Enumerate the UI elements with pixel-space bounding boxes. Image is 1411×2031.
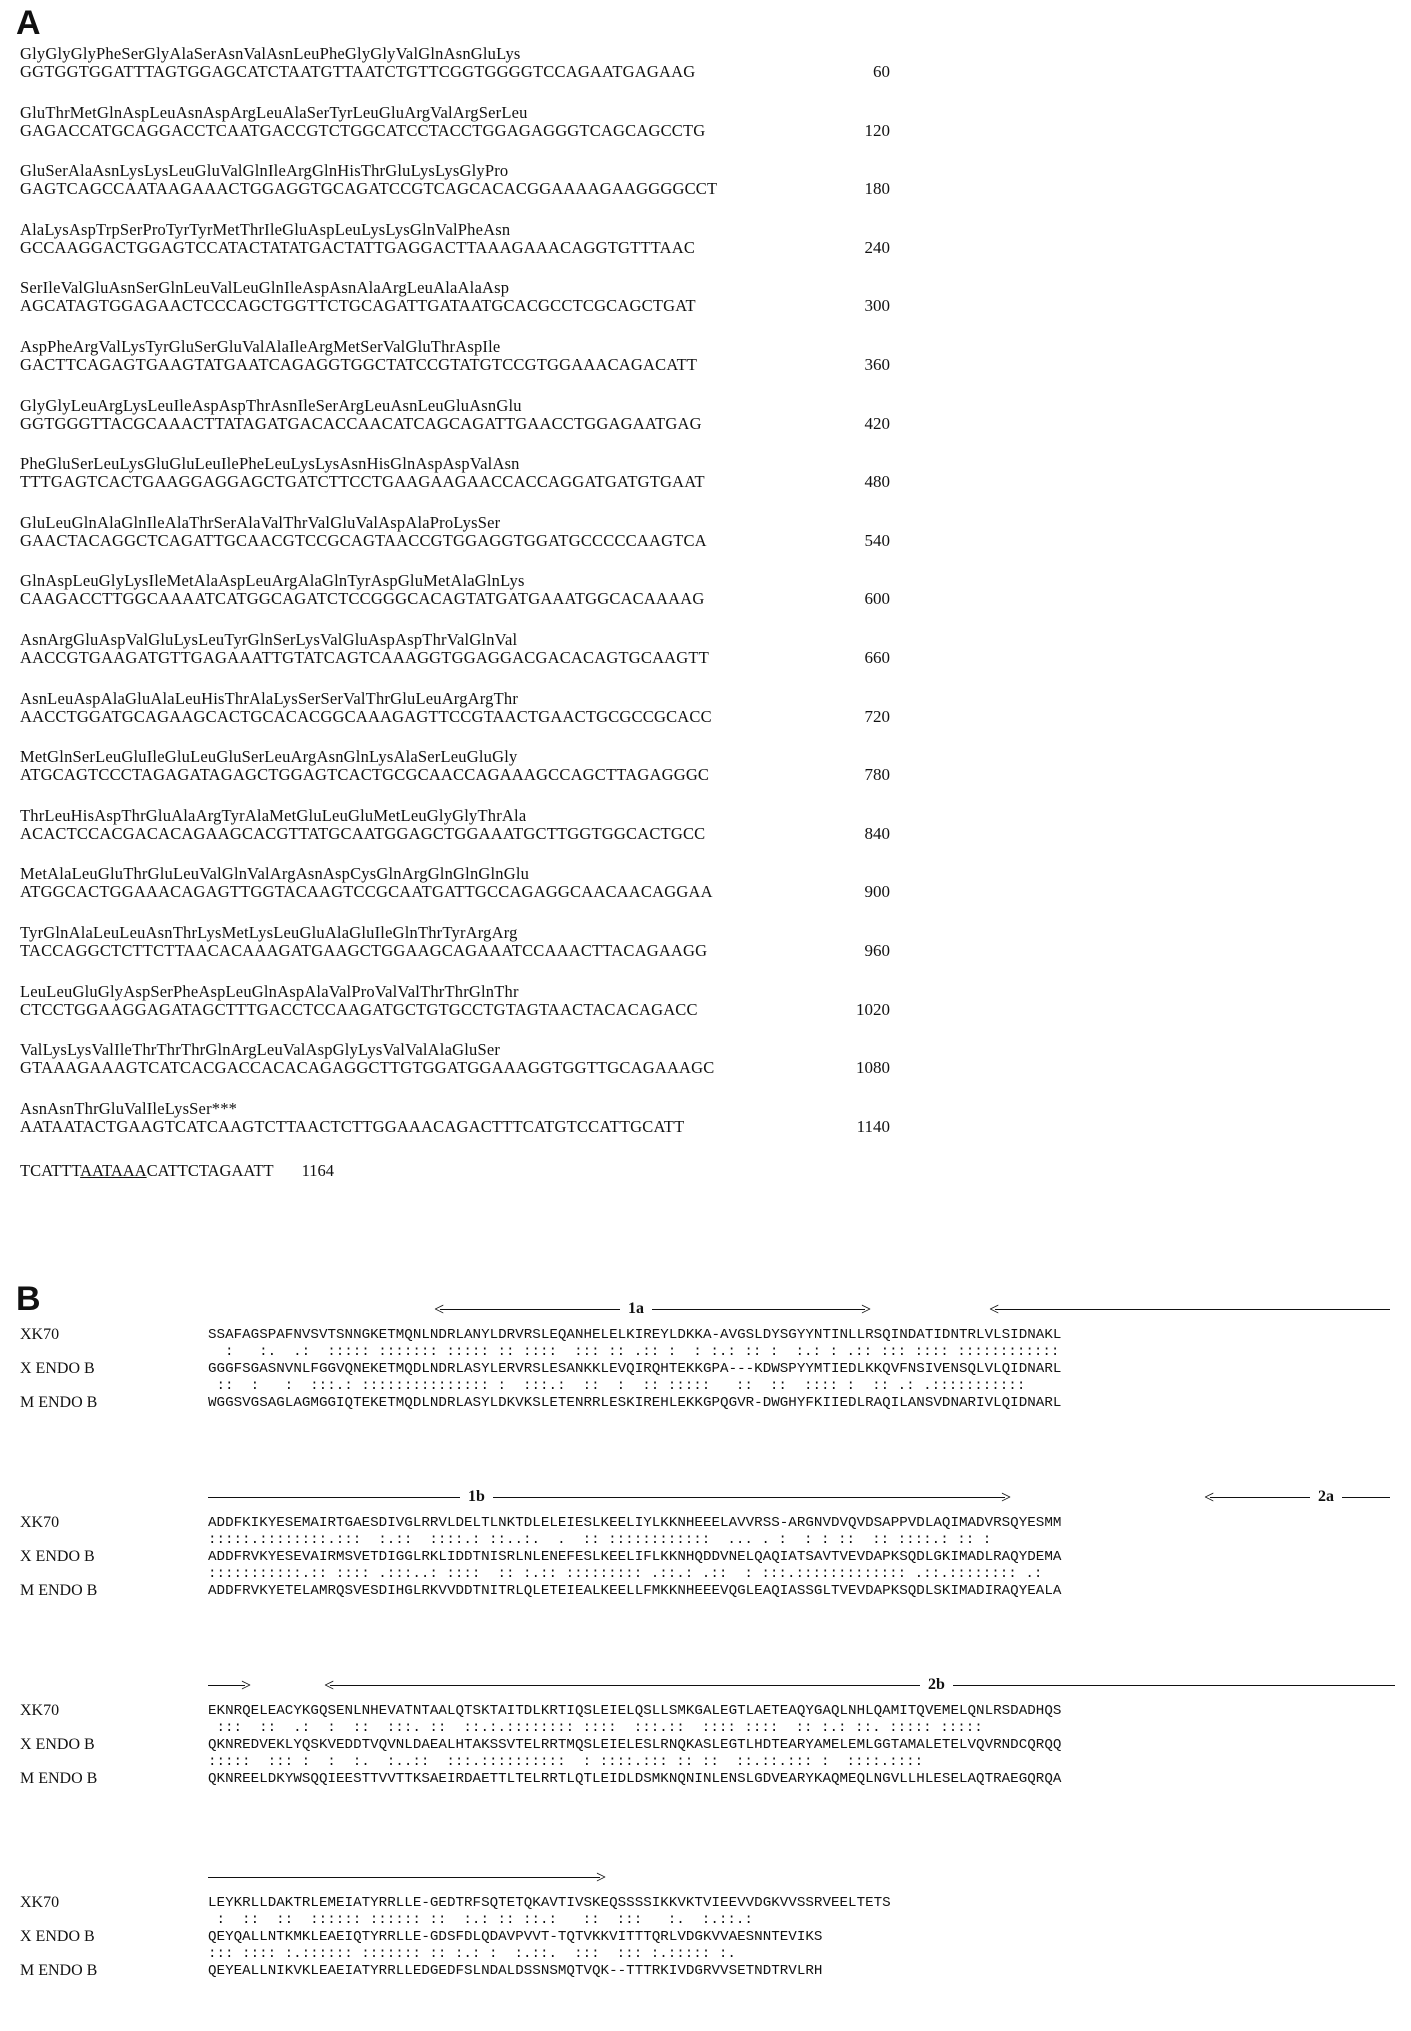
sequence-x-endo-b: QEYQALLNTKMKLEAEIQTYRRLLE-GDSFDLQDAVPVVT-TQTVKKVITTTQRLVDGKVVAESNNTEVIKS [208,1929,823,1945]
label-m-endo-b: M ENDO B [20,1962,98,1979]
domain-label: 2b [920,1676,953,1694]
nucleotide-line: CTCCTGGAAGGAGATAGCTTTGACCTCCAAGATGCTGTGCCTGTAGTAACTACACAGACC [20,999,698,1019]
nucleotide-line: CAAGACCTTGGCAAAATCATGGCAGATCTCCGGGCACAGTATGATGAAATGGCACAAAAG [20,589,705,609]
nucleotide-line: AACCTGGATGCAGAAGCACTGCACACGGCAAAGAGTTCCGTAACTGAACTGCGCCGCACC [20,706,712,726]
sequence-x-endo-b: QKNREDVEKLYQSKVEDDTVQVNLDAEALHTAKSSVTELRRTMQSLEIELESLRNQKASLEGTLHDTEARYAMELEMLGGTAMALETELVQVRNDCQRQQ [208,1737,1062,1753]
position-number: 480 [864,472,890,492]
sequence-xk70: SSAFAGSPAFNVSVTSNNGKETMQNLNDRLANYLDRVRSLEQANHELELKIREYLDKKA-AVGSLDYSGYYNTINLLRSQINDATIDNTRLVLSIDNAKL [208,1327,1062,1343]
domain-label: 1a [620,1300,652,1318]
amino-acid-line: MetGlnSerLeuGluIleGluLeuGluSerLeuArgAsnGlnLysAlaSerLeuGluGly [20,747,518,767]
label-m-endo-b: M ENDO B [20,1394,98,1411]
identity-marks-1: : :: :: :::::: :::::: :: :.: :: ::.: :: ::: :. :.::.: [208,1912,753,1928]
domain-arrow [208,1685,245,1686]
amino-acid-line: GluSerAlaAsnLysLysLeuGluValGlnIleArgGlnHisThrGluLysLysGlyPro [20,161,509,181]
nucleotide-line: AGCATAGTGGAGAACTCCCAGCTGGTTCTGCAGATTGATAATGCACGCCTCGCAGCTGAT [20,296,696,316]
label-x-endo-b: X ENDO B [20,1736,95,1753]
amino-acid-line: AspPheArgValLysTyrGluSerGluValAlaIleArgMetSerValGluThrAspIle [20,337,501,356]
position-number: 780 [864,765,890,785]
position-number: 420 [864,413,890,433]
sequence-xk70: EKNRQELEACYKGQSENLNHEVATNTAALQTSKTAITDLKRTIQSLEIELQSLLSMKGALEGTLAETEAQYGAQLNHLQAMITQVEMELQNLRSDADHQS [208,1703,1062,1719]
amino-acid-line: TyrGlnAlaLeuLeuAsnThrLysMetLysLeuGluAlaGluIleGlnThrTyrArgArg [20,923,518,942]
identity-marks-1: ::: :: .: : :: :::. :: ::.:.:::::::: :::: :::.:: :::: :::: :: :.: ::. ::::: ::::: [208,1720,983,1736]
position-number: 120 [864,120,890,140]
nucleotide-line: ATGGCACTGGAAACAGAGTTGGTACAAGTCCGCAATGATTGCCAGAGGCAACAACAGGAA [20,882,713,902]
arrowhead-right: > [596,1867,607,1887]
position-number: 720 [864,706,890,726]
label-x-endo-b: X ENDO B [20,1360,95,1377]
position-number: 300 [864,296,890,316]
arrowhead-left: < [324,1675,335,1695]
amino-acid-line: ValLysLysValIleThrThrThrGlnArgLeuValAspGlyLysValValAlaGluSer [20,1040,501,1060]
sequence-m-endo-b: WGGSVGSAGLAGMGGIQTEKETMQDLNDRLASYLDKVKSLETENRRLESKIREHLEKKGPQGVR-DWGHYFKIIEDLRAQILANSVDNARIVLQIDNARL [208,1395,1062,1411]
tail-post: CATTCTAGAATT [146,1161,274,1181]
domain-label: 2a [1310,1488,1342,1506]
position-number: 1020 [856,999,890,1019]
domain-arrow [995,1309,1390,1310]
amino-acid-line: PheGluSerLeuLysGluGluLeuIlePheLeuLysLysAsnHisGlnAspAspValAsn [20,454,520,474]
sequence-xk70: ADDFKIKYESEMAIRTGAESDIVGLRRVLDELTLNKTDLELEIESLKEELIYLKKNHEEELAVVRSS-ARGNVDVQVDSAPPVDLAQIMADVRSQYESMM [208,1515,1062,1531]
sequence-x-endo-b: ADDFRVKYESEVAIRMSVETDIGGLRKLIDDTNISRLNLENEFESLKEELIFLKKNHQDDVNELQAQIATSAVTVEVDAPKSQDLGKIMADLRAQYDEMA [208,1549,1062,1565]
identity-marks-2: ::: :::: :.:::::: ::::::: :: :.: : :.::. ::: ::: :.::::: :. [208,1946,736,1962]
amino-acid-line: MetAlaLeuGluThrGluLeuValGlnValArgAsnAspCysGlnArgGlnGlnGlnGlu [20,864,530,884]
tail-position-number: 1164 [301,1161,335,1181]
nucleotide-line: ATGCAGTCCCTAGAGATAGAGCTGGAGTCACTGCGCAACCAGAAAGCCAGCTTAGAGGGC [20,765,710,785]
position-number: 840 [864,823,890,843]
amino-acid-line: ThrLeuHisAspThrGluAlaArgTyrAlaMetGluLeuGluMetLeuGlyGlyThrAla [20,805,527,825]
position-number: 360 [864,355,890,374]
nucleotide-line: GAGTCAGCCAATAAGAAACTGGAGGTGCAGATCCGTCAGCACACGGAAAAGAAGGGGCCT [20,179,718,199]
arrowhead-left: < [989,1299,1000,1319]
sequence-m-endo-b: ADDFRVKYETELAMRQSVESDIHGLRKVVDDTNITRLQLETEIEALKEELLFMKKNHEEEVQGLEAQIASSGLTVEVDAPKSQDLSKIMADIRAQYEALA [208,1583,1062,1599]
domain-arrow [330,1685,1395,1686]
position-number: 180 [864,179,890,199]
amino-acid-line: GluLeuGlnAlaGlnIleAlaThrSerAlaValThrValGluValAspAlaProLysSer [20,512,501,532]
nucleotide-line: AATAATACTGAAGTCATCAAGTCTTAACTCTTGGAAACAGACTTTCATGTCCATTGCATT [20,1116,685,1136]
arrowhead-right: > [861,1299,872,1319]
sequence-m-endo-b: QKNREELDKYWSQQIEESTTVVTTKSAEIRDAETTLTELRRTLQTLEIDLDSMKNQNINLENSLGDVEARYKAQMEQLNGVLLHLESELAQTRAEGQRQA [208,1771,1062,1787]
label-xk70: XK70 [20,1514,60,1531]
arrowhead-right: > [1001,1487,1012,1507]
tail-pre: TCATTT [20,1161,81,1181]
sequence-x-endo-b: GGGFSGASNVNLFGGVQNEKETMQDLNDRLASYLERVRSLESANKKLEVQIRQHTEKKGPA---KDWSPYYMTIEDLKKQVFNSIVENSQLVLQIDNARL [208,1361,1062,1377]
domain-arrow [208,1877,600,1878]
label-m-endo-b: M ENDO B [20,1582,98,1599]
label-xk70: XK70 [20,1702,60,1719]
position-number: 600 [864,589,890,609]
label-m-endo-b: M ENDO B [20,1770,98,1787]
nucleotide-line: GGTGGTGGATTTAGTGGAGCATCTAATGTTAATCTGTTCGGTGGGGTCCAGAATGAGAAG [20,62,696,81]
identity-marks-2: ::::: ::: : : :. :..:: :::.:::::::::: : ::::.::: :: :: ::.::.::: : ::::.:::: [208,1754,924,1770]
identity-marks-2: :::::::::::.:: :::: .:::..: :::: :: :.:: ::::::::: .::.: .:: : :::.::::::::::::: .::.:::::::: .: [208,1566,1043,1582]
label-xk70: XK70 [20,1894,60,1911]
nucleotide-line: ACACTCCACGACACAGAAGCACGTTATGCAATGGAGCTGGAAATGCTTGGTGGCACTGCC [20,823,706,843]
position-number: 900 [864,882,890,902]
panel-b-letter: B [16,1280,41,1318]
position-number: 1080 [856,1058,890,1078]
position-number: 60 [873,62,890,81]
label-x-endo-b: X ENDO B [20,1548,95,1565]
nucleotide-line: GCCAAGGACTGGAGTCCATACTATATGACTATTGAGGACTTAAAGAAACAGGTGTTTAAC [20,237,696,257]
sequence-m-endo-b: QEYEALLNIKVKLEAEIATYRRLLEDGEDFSLNDALDSSNSMQTVQK--TTTRKIVDGRVVSETNDTRVLRH [208,1963,823,1979]
amino-acid-line: AlaLysAspTrpSerProTyrTyrMetThrIleGluAspLeuLysLysGlnValPheAsn [20,219,511,239]
tail-sequence-line [20,1161,334,1180]
arrowhead-right: > [241,1675,252,1695]
panel-a-letter: A [16,4,41,42]
sequence-xk70: LEYKRLLDAKTRLEMEIATYRRLLE-GEDTRFSQTETQKAVTIVSKEQSSSSIKKVKTVIEEVVDGKVVSSRVEELTETS [208,1895,891,1911]
nucleotide-line: AACCGTGAAGATGTTGAGAAATTGTATCAGTCAAAGGTGGAGGACGACACAGTGCAAGTT [20,648,709,667]
position-number: 540 [864,530,890,550]
arrowhead-left: < [1204,1487,1215,1507]
identity-marks-1: :::::.::::::::.::: :.:: ::::.: ::..:. . :: :::::::::::: ... . : : : :: :: ::::.: :: : [208,1532,992,1548]
amino-acid-line: AsnArgGluAspValGluLysLeuTyrGlnSerLysValGluAspAspThrValGlnVal [20,630,518,649]
nucleotide-line: GTAAAGAAAGTCATCACGACCACACAGAGGCTTGTGGATGGAAAGGTGGTTGCAGAAAGC [20,1058,715,1078]
identity-marks-1: : :. .: ::::: ::::::: ::::: :: :::: ::: :: .:: : : :.: :: : :.: : .:: ::: :::: :::::::::::: [208,1344,1060,1360]
label-x-endo-b: X ENDO B [20,1928,95,1945]
domain-arrow [440,1309,865,1310]
nucleotide-line: GAACTACAGGCTCAGATTGCAACGTCCGCAGTAACCGTGGAGGTGGATGCCCCCAAGTCA [20,530,707,550]
amino-acid-line: SerIleValGluAsnSerGlnLeuValLeuGlnIleAspAsnAlaArgLeuAlaAlaAsp [20,278,510,298]
position-number: 960 [864,941,890,960]
position-number: 240 [864,237,890,257]
label-xk70: XK70 [20,1326,60,1343]
identity-marks-2: :: : : :::.: ::::::::::::::: : :::.: :: : :: ::::: :: :: :::: : :: .: .::::::::::: [208,1378,1026,1394]
amino-acid-line: AsnAsnThrGluValIleLysSer*** [20,1098,238,1118]
nucleotide-line: GACTTCAGAGTGAAGTATGAATCAGAGGTGGCTATCCGTATGTCCGTGGAAACAGACATT [20,355,698,374]
amino-acid-line: AsnLeuAspAlaGluAlaLeuHisThrAlaLysSerSerValThrGluLeuArgArgThr [20,688,519,708]
arrowhead-left: < [434,1299,445,1319]
position-number: 660 [864,648,890,667]
amino-acid-line: LeuLeuGluGlyAspSerPheAspLeuGlnAspAlaValProValValThrThrGlnThr [20,981,519,1001]
position-number: 1140 [856,1116,890,1136]
nucleotide-line: GAGACCATGCAGGACCTCAATGACCGTCTGGCATCCTACCTGGAGAGGGTCAGCAGCCTG [20,120,706,140]
nucleotide-line: TTTGAGTCACTGAAGGAGGAGCTGATCTTCCTGAAGAAGAACCACCAGGATGATGTGAAT [20,472,705,492]
domain-arrow [208,1497,1005,1498]
domain-label: 1b [460,1488,493,1506]
polyadenylation-signal: AATAAA [80,1161,147,1181]
nucleotide-line: GGTGGGTTACGCAAACTTATAGATGACACCAACATCAGCAGATTGAACCTGGAGAATGAG [20,413,702,433]
domain-arrow [1210,1497,1390,1498]
amino-acid-line: GlyGlyGlyPheSerGlyAlaSerAsnValAsnLeuPheGlyGlyValGlnAsnGluLys [20,44,521,63]
amino-acid-line: GlnAspLeuGlyLysIleMetAlaAspLeuArgAlaGlnTyrAspGluMetAlaGlnLys [20,571,525,591]
nucleotide-line: TACCAGGCTCTTCTTAACACAAAGATGAAGCTGGAAGCAGAAATCCAAACTTACAGAAGG [20,941,708,960]
amino-acid-line: GluThrMetGlnAspLeuAsnAspArgLeuAlaSerTyrLeuGluArgValArgSerLeu [20,102,528,122]
amino-acid-line: GlyGlyLeuArgLysLeuIleAspAspThrAsnIleSerArgLeuAsnLeuGluAsnGlu [20,395,522,415]
